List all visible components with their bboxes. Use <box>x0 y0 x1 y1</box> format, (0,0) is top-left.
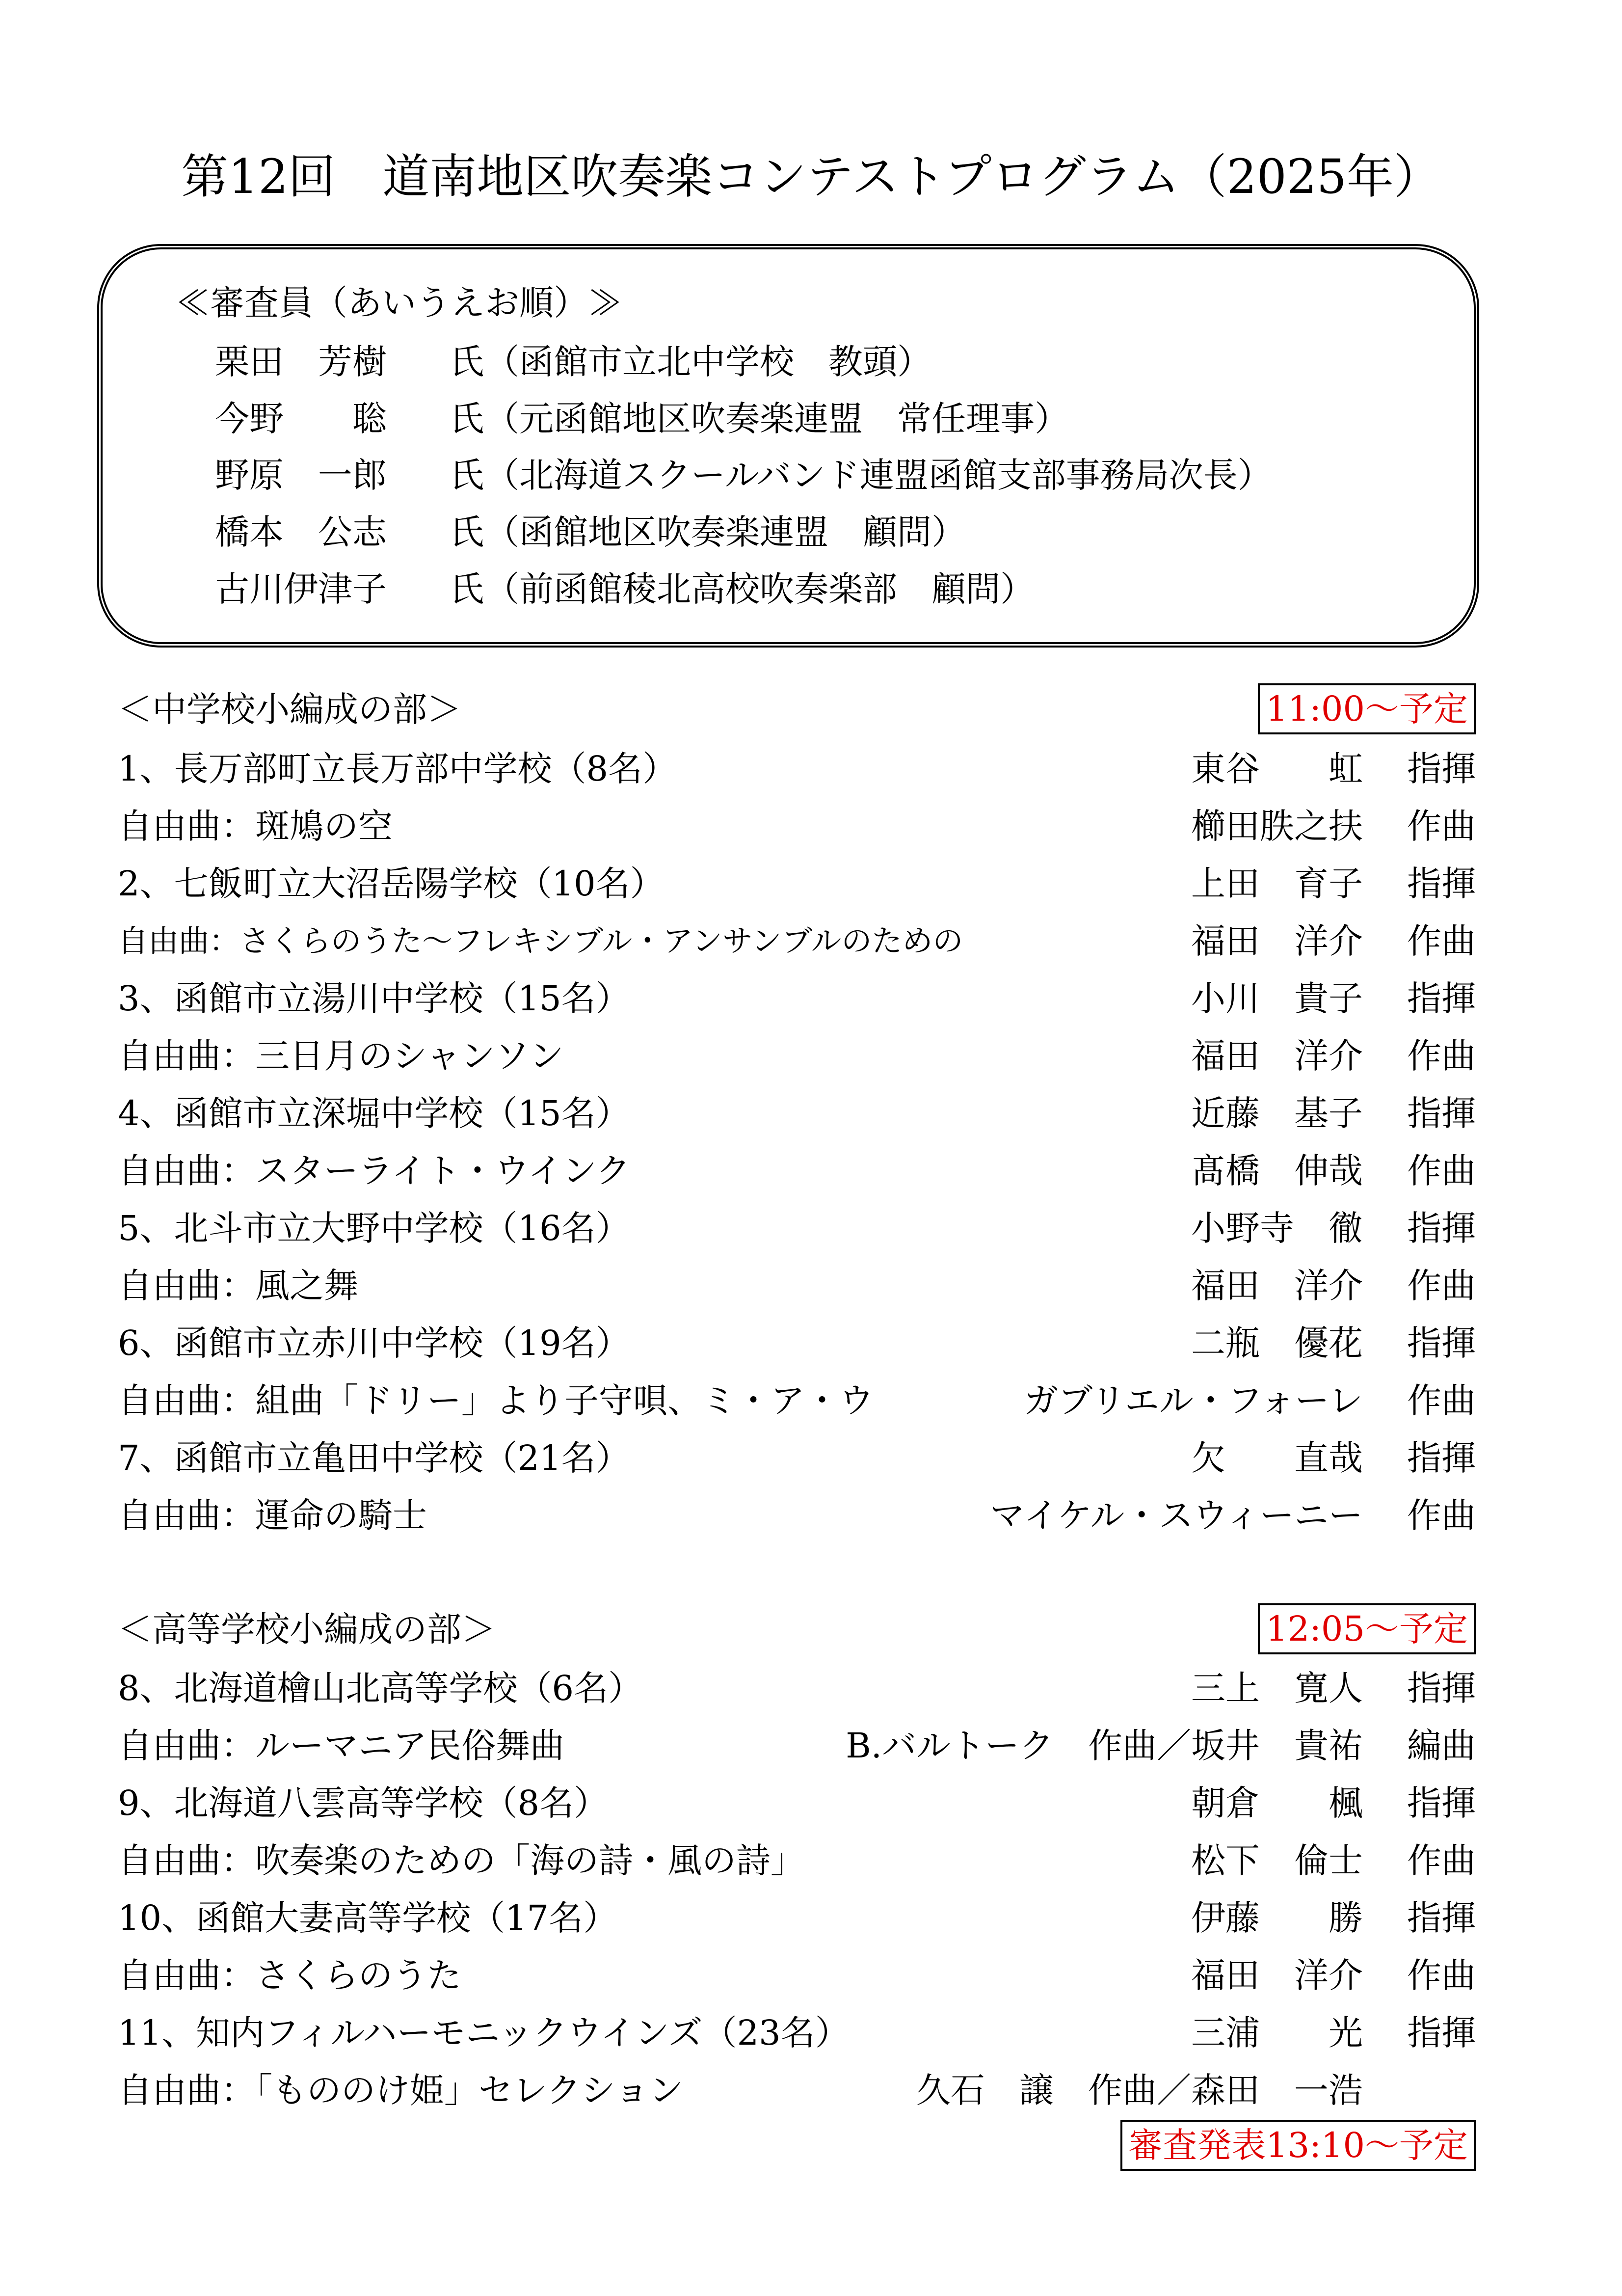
piece-entry: 自由曲：さくらのうた <box>118 1955 461 1996</box>
judge-affiliation: （元函館地区吹奏楽連盟 常任理事） <box>485 399 1069 439</box>
results-announcement-badge: 審査発表13:10～予定 <box>1120 2120 1476 2171</box>
piece-entry: 自由曲：三日月のシャンソン <box>118 1036 564 1076</box>
program-row <box>118 1665 1476 1712</box>
composer-arranger: 久石 譲 作曲／森田 一浩 <box>916 2070 1363 2110</box>
program-row <box>118 2009 1476 2056</box>
program-row <box>118 1952 1476 1999</box>
judge-name: 古川伊津子 <box>215 569 387 609</box>
piece-entry: 自由曲：斑鳩の空 <box>118 806 393 846</box>
person-name: 髙橋 伸哉 <box>1191 1151 1363 1191</box>
composer-arranger: B.バルトーク 作曲／坂井 貴祐 <box>846 1726 1363 1766</box>
school-entry: 10、函館大妻高等学校（17名） <box>118 1898 618 1938</box>
role-label: 指揮 <box>1407 1783 1476 1823</box>
judge-name: 栗田 芳樹 <box>215 342 387 382</box>
role-label: 作曲 <box>1407 921 1476 961</box>
program-row <box>118 1147 1476 1194</box>
person-name: 東谷 虹 <box>1191 749 1363 789</box>
role-label: 作曲 <box>1407 1840 1476 1881</box>
piece-entry: 自由曲：さくらのうた～フレキシブル・アンサンブルのための <box>118 923 963 959</box>
program-row <box>118 803 1476 850</box>
school-entry: 4、函館市立深堀中学校（15名） <box>118 1093 630 1134</box>
school-entry: 7、函館市立亀田中学校（21名） <box>118 1438 630 1478</box>
school-entry: 9、北海道八雲高等学校（8名） <box>118 1783 609 1823</box>
piece-entry: 自由曲：スターライト・ウインク <box>118 1151 631 1191</box>
person-name: 二瓶 優花 <box>1191 1323 1363 1363</box>
person-name: 近藤 基子 <box>1191 1093 1363 1134</box>
program-row <box>118 1032 1476 1080</box>
role-label: 指揮 <box>1407 1438 1476 1478</box>
person-name: 欠 直哉 <box>1191 1438 1363 1478</box>
role-label: 指揮 <box>1407 2013 1476 2053</box>
role-label: 指揮 <box>1407 1208 1476 1248</box>
role-label: 作曲 <box>1407 1266 1476 1306</box>
person-name: 櫛田胅之扶 <box>1191 806 1363 846</box>
start-time-badge: 11:00～予定 <box>1258 683 1476 734</box>
role-label: 指揮 <box>1407 978 1476 1019</box>
piece-entry: 自由曲：ルーマニア民俗舞曲 <box>118 1726 564 1766</box>
program-row <box>118 1262 1476 1309</box>
school-entry: 8、北海道檜山北高等学校（6名） <box>118 1668 643 1708</box>
program-row <box>118 745 1476 792</box>
program-row <box>118 1780 1476 1827</box>
judge-affiliation: （函館市立北中学校 教頭） <box>485 342 931 382</box>
judge-honorific: 氏 <box>450 342 484 382</box>
program-row <box>118 1090 1476 1137</box>
start-time-badge: 12:05～予定 <box>1258 1603 1476 1654</box>
judges-heading: ≪審査員（あいうえお順）≫ <box>176 283 622 323</box>
role-label: 作曲 <box>1407 1151 1476 1191</box>
section-heading-high-school: ＜高等学校小編成の部＞ <box>118 1609 496 1649</box>
piece-entry: 自由曲：「もののけ姫」セレクション <box>118 2070 684 2110</box>
judge-name: 今野 聡 <box>215 399 387 439</box>
person-name: 上田 育子 <box>1191 864 1363 904</box>
role-label: 作曲 <box>1407 1495 1476 1536</box>
person-name: マイケル・スウィーニー <box>990 1495 1363 1536</box>
program-row <box>118 1320 1476 1367</box>
program-row <box>118 2067 1476 2114</box>
judge-affiliation: （北海道スクールバンド連盟函館支部事務局次長） <box>485 455 1272 495</box>
person-name: 福田 洋介 <box>1191 1955 1363 1996</box>
school-entry: 5、北斗市立大野中学校（16名） <box>118 1208 630 1248</box>
person-name: 小野寺 徹 <box>1191 1208 1363 1248</box>
program-row <box>118 1377 1476 1424</box>
section-heading-middle-school: ＜中学校小編成の部＞ <box>118 689 461 729</box>
judge-honorific: 氏 <box>450 455 484 495</box>
judge-affiliation: （函館地区吹奏楽連盟 顧問） <box>485 512 966 552</box>
person-name: 朝倉 楓 <box>1191 1783 1363 1823</box>
role-label: 指揮 <box>1407 1668 1476 1708</box>
school-entry: 3、函館市立湯川中学校（15名） <box>118 978 630 1019</box>
judge-name: 橋本 公志 <box>215 512 387 552</box>
school-entry: 2、七飯町立大沼岳陽学校（10名） <box>118 864 665 904</box>
piece-entry: 自由曲：運命の騎士 <box>118 1495 427 1536</box>
piece-entry: 自由曲：組曲「ドリー」より子守唄、ミ・ア・ウ <box>118 1380 874 1421</box>
role-label: 指揮 <box>1407 1323 1476 1363</box>
person-name: ガブリエル・フォーレ <box>1024 1380 1363 1421</box>
judge-name: 野原 一郎 <box>215 455 387 495</box>
role-label: 指揮 <box>1407 1093 1476 1134</box>
judge-affiliation: （前函館稜北高校吹奏楽部 顧問） <box>485 569 1035 609</box>
program-row <box>118 918 1476 965</box>
role-label: 作曲 <box>1407 1036 1476 1076</box>
program-row <box>118 1894 1476 1942</box>
program-row <box>118 1837 1476 1884</box>
school-entry: 6、函館市立赤川中学校（19名） <box>118 1323 630 1363</box>
role-label: 作曲 <box>1407 1380 1476 1421</box>
person-name: 小川 貴子 <box>1191 978 1363 1019</box>
piece-entry: 自由曲：風之舞 <box>118 1266 358 1306</box>
judge-honorific: 氏 <box>450 399 484 439</box>
piece-entry: 自由曲：吹奏楽のための「海の詩・風の詩」 <box>118 1840 805 1881</box>
role-label: 指揮 <box>1407 749 1476 789</box>
role-label: 作曲 <box>1407 806 1476 846</box>
role-label: 指揮 <box>1407 864 1476 904</box>
person-name: 福田 洋介 <box>1191 1036 1363 1076</box>
person-name: 三上 寛人 <box>1191 1668 1363 1708</box>
person-name: 三浦 光 <box>1191 2013 1363 2053</box>
program-row <box>118 1434 1476 1482</box>
page-title: 第12回 道南地区吹奏楽コンテストプログラム（2025年） <box>181 149 1441 204</box>
role-label: 指揮 <box>1407 1898 1476 1938</box>
role-label: 編曲 <box>1407 1726 1476 1766</box>
program-row <box>118 1205 1476 1252</box>
person-name: 福田 洋介 <box>1191 921 1363 961</box>
judge-honorific: 氏 <box>450 569 484 609</box>
program-row <box>118 1492 1476 1539</box>
role-label: 作曲 <box>1407 1955 1476 1996</box>
person-name: 松下 倫士 <box>1191 1840 1363 1881</box>
person-name: 福田 洋介 <box>1191 1266 1363 1306</box>
program-row <box>118 1722 1476 1769</box>
school-entry: 11、知内フィルハーモニックウインズ（23名） <box>118 2013 850 2053</box>
program-row <box>118 975 1476 1022</box>
program-row <box>118 860 1476 907</box>
person-name: 伊藤 勝 <box>1191 1898 1363 1938</box>
school-entry: 1、長万部町立長万部中学校（8名） <box>118 749 677 789</box>
judge-honorific: 氏 <box>450 512 484 552</box>
